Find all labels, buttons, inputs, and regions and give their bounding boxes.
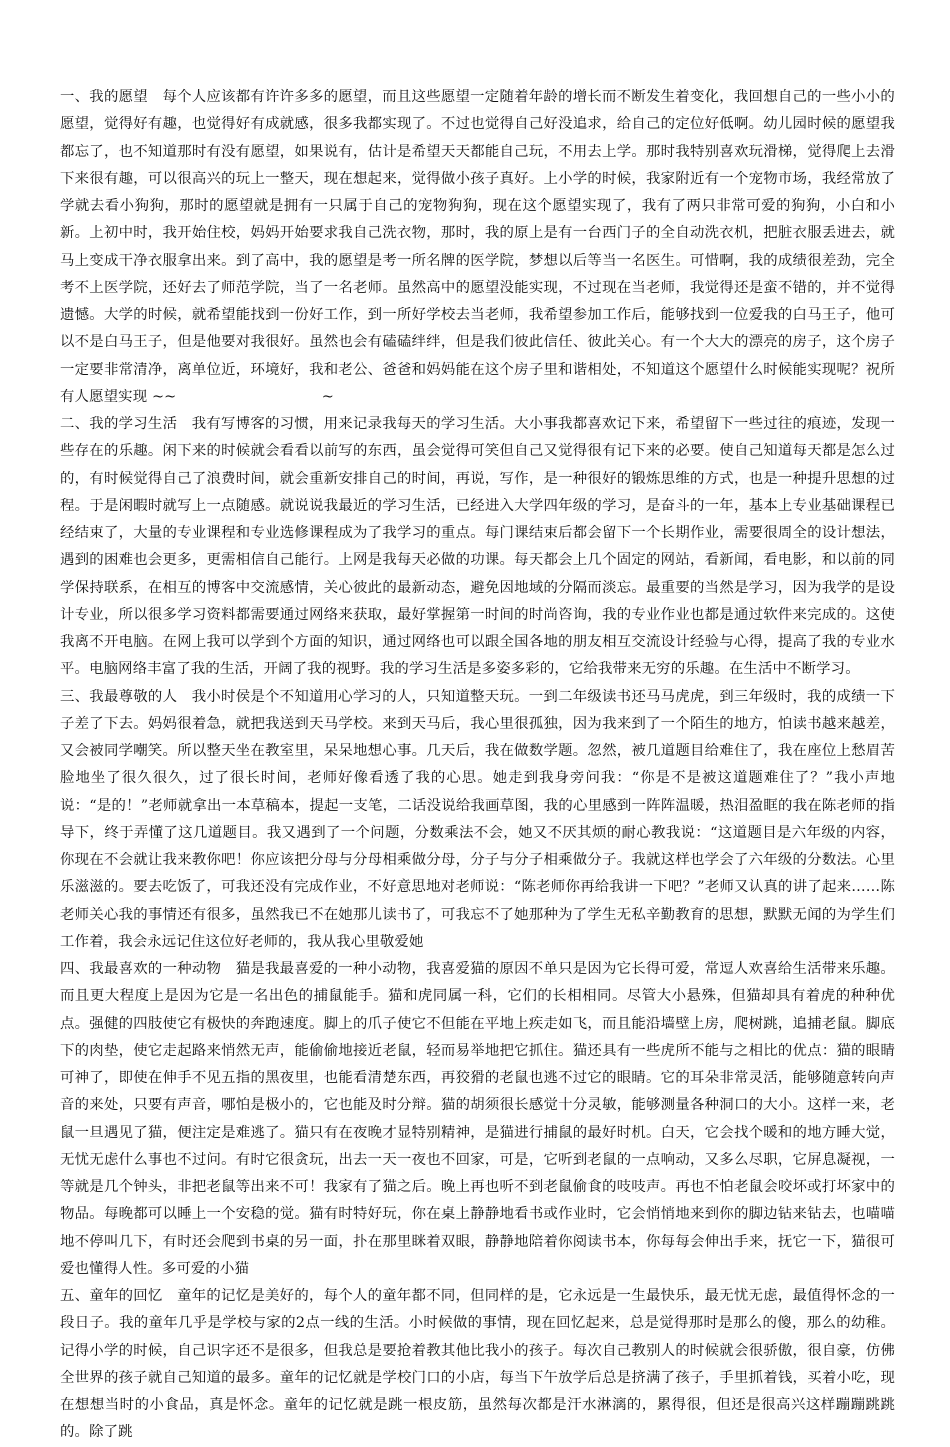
section-respected-person xyxy=(60,684,895,957)
document-body xyxy=(60,84,895,1447)
section-heading: 二、我的学习生活 xyxy=(60,416,178,432)
section-text: 我小时侯是个不知道用心学习的人，只知道整天玩。一到二年级读书还马马虎虎，到三年级时，我的成绩一下子差了下去。妈妈很着急，就把我送到天马学校。来到天马后，我心里很孤独，因为我来到了一个陌生的地方，怕读书越来越差，又会被同学嘲笑。所以整天坐在教室里，呆呆地想心事。几天后，我在做数学题。忽然，被几道题目给难住了，我在座位上愁眉苦脸地坐了很久很久，过了很长时间，老师好像看透了我的心思。她走到我身旁问我：“你是不是被这道题难住了？”我小声地说：“是的！”老师就拿出一本草稿本，提起一支笔，二话没说给我画草图，我的心里感到一阵阵温暖，热泪盈眶的我在陈老师的指导下，终于弄懂了这几道题目。我又遇到了一个问题，分数乘法不会，她又不厌其烦的耐心教我说：“这道题目是六年级的内容，你现在不会就让我来教你吧！你应该把分母与分母相乘做分母，分子与分子相乘做分子。我就这样也学会了六年级的分数法。心里乐滋滋的。要去吃饭了，可我还没有完成作业，不好意思地对老师说：“陈老师你再给我讲一下吧？”老师又认真的讲了起来……陈老师关心我的事情还有很多，虽然我已不在她那儿读书了，可我忘不了她那种为了学生无私辛勤教育的思想，默默无闻的为学生们工作着，我会永远记住这位好老师的，我从我心里敬爱她 xyxy=(60,688,895,950)
section-text: 我有写博客的习惯，用来记录我每天的学习生活。大小事我都喜欢记下来，希望留下一些过往的痕迹，发现一些存在的乐趣。闲下来的时候就会看看以前写的东西，虽会觉得可笑但自己又觉得很有记下来的必要。使自己知道每天都是怎么过的，有时候觉得自己了浪费时间，就会重新安排自己的时间，再说，写作，是一种很好的锻炼思维的方式，也是一种提升思想的过程。于是闲暇时就写上一点随感。就说说我最近的学习生活，已经进入大学四年级的学习，是奋斗的一年，基本上专业基础课程已经结束了，大量的专业课程和专业选修课程成为了我学习的重点。每门课结束后都会留下一个长期作业，需要很周全的设计想法，遇到的困难也会更多，更需相信自己能行。上网是我每天必做的功课。每天都会上几个固定的网站，看新闻，看电影，和以前的同学保持联系，在相互的博客中交流感情，关心彼此的最新动态，避免因地域的分隔而淡忘。最重要的当然是学习，因为我学的是设计专业，所以很多学习资料都需要通过网络来获取，最好掌握第一时间的时尚咨询，我的专业作业也都是通过软件来完成的。这使我离不开电脑。在网上我可以学到个方面的知识，通过网络也可以跟全国各地的朋友相互交流设计经验与心得，提高了我的专业水平。电脑网络丰富了我的生活，开阔了我的视野。我的学习生活是多姿多彩的，它给我带来无穷的乐趣。在生活中不断学习。 xyxy=(60,416,895,678)
section-heading: 三、我最尊敬的人 xyxy=(60,688,178,705)
section-heading: 五、童年的回忆 xyxy=(60,1288,163,1304)
section-wish xyxy=(60,84,895,411)
section-childhood-memory xyxy=(60,1283,895,1447)
section-text: 每个人应该都有许许多多的愿望，而且这些愿望一定随着年龄的增长而不断发生着变化，我回想自己的一些小小的愿望，觉得好有趣，也觉得好有成就感，很多我都实现了。不过也觉得自己好没追求，给自己的定位好低啊。幼儿园时候的愿望我都忘了，也不知道那时有没有愿望，如果说有，估计是希望天天都能自己玩，不用去上学。那时我特别喜欢玩滑梯，觉得爬上去滑下来很有趣，可以很高兴的玩上一整天，现在想起来，觉得做小孩子真好。上小学的时候，我家附近有一个宠物市场，我经常放了学就去看小狗狗，那时的愿望就是拥有一只属于自己的宠物狗狗，现在这个愿望实现了，我有了两只非常可爱的狗狗，小白和小新。上初中时，我开始住校，妈妈开始要求我自己洗衣物，那时，我的原上是有一台西门子的全自动洗衣机，把脏衣服丢进去，就马上变成干净衣服拿出来。到了高中，我的愿望是考一所名牌的医学院，梦想以后等当一名医生。可惜啊，我的成绩很差劲，完全考不上医学院，还好去了师范学院，当了一名老师。虽然高中的愿望没能实现，不过现在当老师，我觉得还是蛮不错的，并不觉得遗憾。大学的时候，就希望能找到一份好工作，到一所好学校去当老师，我希望参加工作后，能够找到一位爱我的白马王子，他可以不是白马王子，但是他要对我很好。虽然也会有磕磕绊绊，但是我们彼此信任、彼此关心。有一个大大的漂亮的房子，这个房子一定要非常清净，离单位近，环境好，我和老公、爸爸和妈妈能在这个房子里和谐相处，不知道这个愿望什么时候能实现呢？祝所有人愿望实现 ~~ ~ xyxy=(60,89,895,405)
section-heading: 四、我最喜欢的一种动物 xyxy=(60,961,222,977)
section-heading: 一、我的愿望 xyxy=(60,89,148,105)
section-text: 猫是我最喜爱的一种小动物，我喜爱猫的原因不单只是因为它长得可爱，常逗人欢喜给生活带来乐趣。而且更大程度上是因为它是一名出色的捕鼠能手。猫和虎同属一科，它们的长相相同。尽管大小悬殊，但猫却具有着虎的种种优点。强健的四肢使它有极快的奔跑速度。脚上的爪子使它不但能在平地上疾走如飞，而且能沿墙壁上房，爬树跳，追捕老鼠。脚底下的肉垫，使它走起路来悄然无声，能偷偷地接近老鼠，轻而易举地把它抓住。猫还具有一些虎所不能与之相比的优点：猫的眼睛可神了，即使在伸手不见五指的黑夜里，也能看清楚东西，再狡猾的老鼠也逃不过它的眼睛。它的耳朵非常灵活，能够随意转向声音的来处，只要有声音，哪怕是极小的，它也能及时分辩。猫的胡须很长感觉十分灵敏，能够测量各种洞口的大小。这样一来，老鼠一旦遇见了猫，便注定是难逃了。猫只有在夜晚才显特别精神，是猫进行捕鼠的最好时机。白天，它会找个暖和的地方睡大觉，无忧无虑什么事也不过问。有时它很贪玩，出去一天一夜也不回家，可是，它听到老鼠的一点响动，又多么尽职，它屏息凝视，一等就是几个钟头，非把老鼠等出来不可！我家有了猫之后。晚上再也听不到老鼠偷食的吱吱声。再也不怕老鼠会咬坏或打坏家中的物品。每晚都可以睡上一个安稳的觉。猫有时特好玩，你在桌上静静地看书或作业时，它会悄悄地来到你的脚边钻来钻去，也喵喵地不停叫几下，有时还会爬到书桌的另一面，扑在那里眯着双眼，静静地陪着你阅读书本，你每每会伸出手来，抚它一下，猫很可爱也懂得人性。多可爱的小猫 xyxy=(60,961,895,1277)
section-favorite-animal xyxy=(60,956,895,1283)
section-study-life xyxy=(60,411,895,684)
section-text: 童年的记忆是美好的，每个人的童年都不同，但同样的是，它永远是一生最快乐，最无忧无虑，最值得怀念的一段日子。我的童年几乎是学校与家的2点一线的生活。小时候做的事情，现在回忆起来，总是觉得那时是那么的傻，那么的幼稚。记得小学的时候，自己识字还不是很多，但我总是要抢着教其他比我小的孩子。每次自己教别人的时候就会很骄傲，很自豪，仿佛全世界的孩子就自己知道的最多。童年的记忆就是学校门口的小店，每当下午放学后总是挤满了孩子，手里抓着钱，买着小吃，现在想想当时的小食品，真是怀念。童年的记忆就是跳一根皮筋，虽然每次都是汗水淋漓的，累得很，但还是很高兴这样蹦蹦跳跳的。除了跳 xyxy=(60,1288,895,1441)
